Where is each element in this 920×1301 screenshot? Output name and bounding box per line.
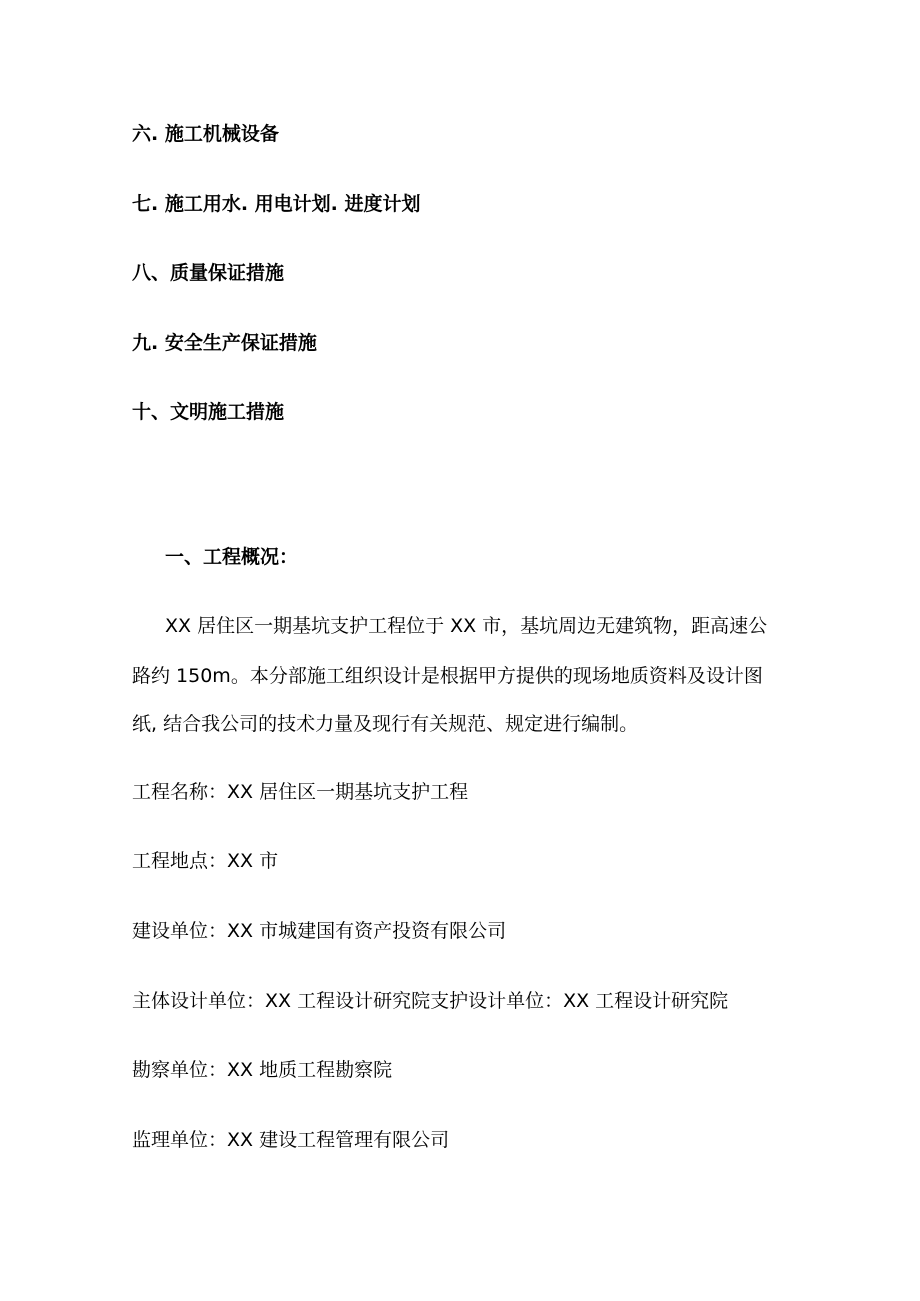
toc-item-8: 八、质量保证措施 [132,262,285,284]
toc-item-6: 六. 施工机械设备 [132,123,279,145]
toc-item-9: 九. 安全生产保证措施 [132,332,317,354]
design-units: 主体设计单位：XX 工程设计研究院支护设计单位：XX 工程设计研究院 [132,990,729,1012]
section-heading: 一、工程概况： [165,546,299,568]
toc-item-10: 十、文明施工措施 [132,401,285,423]
paragraph-line-1: XX 居住区一期基坑支护工程位于 XX 市，基坑周边无建筑物，距高速公 [165,615,768,637]
project-location: 工程地点：XX 市 [132,850,279,872]
project-name: 工程名称：XX 居住区一期基坑支护工程 [132,781,469,803]
paragraph-line-3: 纸, 结合我公司的技术力量及现行有关规范、规定进行编制。 [132,713,639,735]
supervision-unit: 监理单位：XX 建设工程管理有限公司 [132,1129,450,1151]
survey-unit: 勘察单位：XX 地质工程勘察院 [132,1059,393,1081]
toc-item-7: 七. 施工用水. 用电计划. 进度计划 [132,193,421,215]
construction-unit: 建设单位：XX 市城建国有资产投资有限公司 [132,920,507,942]
paragraph-line-2: 路约 150m。本分部施工组织设计是根据甲方提供的现场地质资料及设计图 [132,665,763,687]
